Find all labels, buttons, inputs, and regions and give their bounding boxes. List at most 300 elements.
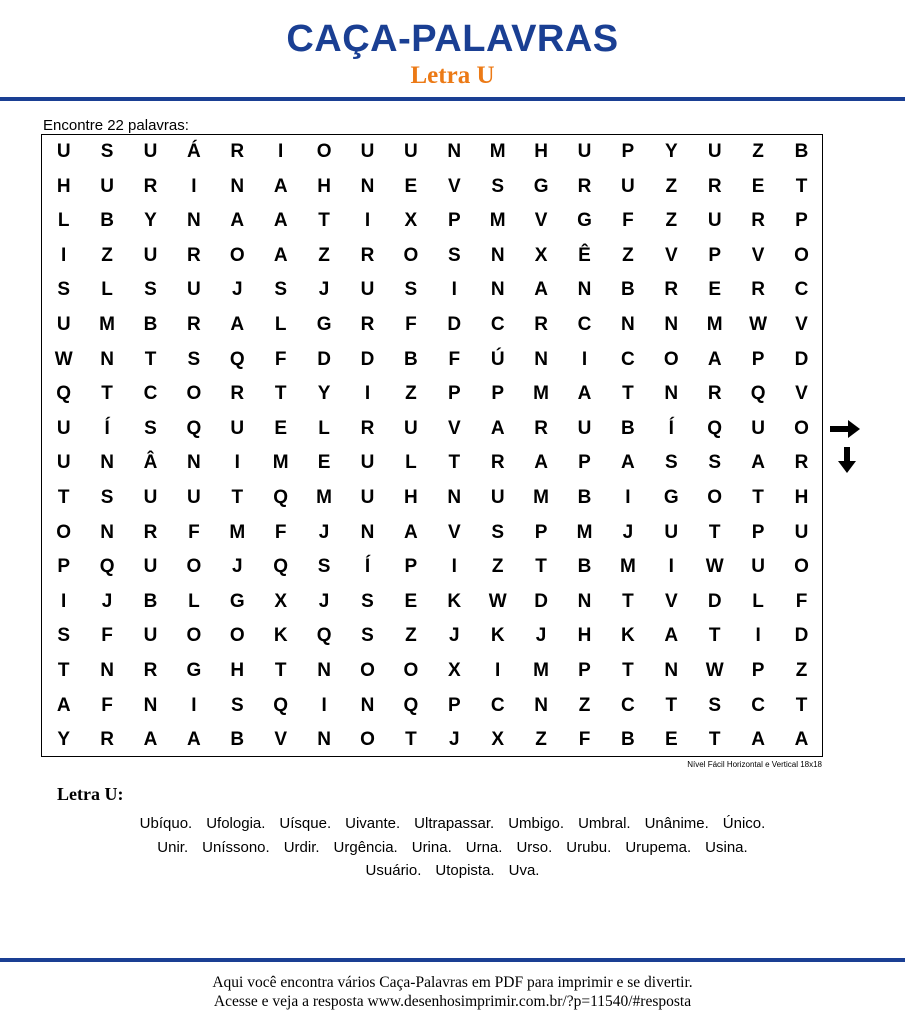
grid-cell: Q	[186, 417, 202, 439]
grid-cell: O	[186, 625, 202, 647]
grid-cell: P	[534, 521, 548, 543]
grid-cell: Z	[665, 210, 678, 232]
grid-cell: I	[668, 556, 674, 578]
grid-cell: W	[705, 660, 724, 681]
grid-cell: T	[231, 487, 244, 508]
word-list-item: Uníssono.	[202, 838, 270, 856]
grid-cell: X	[534, 244, 548, 266]
grid-cell: N	[317, 660, 331, 681]
instruction-text: Encontre 22 palavras:	[43, 117, 189, 134]
grid-cell: S	[144, 279, 157, 301]
grid-cell: N	[447, 141, 462, 162]
grid-cell: J	[232, 556, 243, 578]
grid-cell: F	[101, 694, 113, 716]
grid-cell: S	[57, 279, 71, 301]
grid-cell: G	[533, 175, 549, 197]
grid-cell: D	[317, 348, 331, 370]
grid-cell: T	[665, 694, 678, 716]
grid-cell: T	[752, 487, 764, 508]
grid-cell: O	[229, 625, 245, 647]
grid-cell: M	[619, 556, 636, 578]
grid-cell: T	[708, 625, 721, 647]
grid-cell: N	[490, 244, 505, 266]
grid-cell: F	[405, 314, 417, 335]
grid-cell: Q	[273, 487, 289, 508]
grid-cell: U	[187, 487, 201, 508]
grid-cell: O	[186, 383, 202, 405]
word-list-item: Umbigo.	[508, 815, 565, 832]
grid-row	[42, 308, 822, 343]
grid-cell: E	[404, 590, 418, 612]
word-list-item: Urgência.	[333, 838, 398, 856]
grid-cell: E	[274, 417, 288, 439]
grid-cell: R	[143, 175, 158, 197]
grid-cell: C	[143, 383, 158, 405]
grid-cell: D	[707, 590, 722, 612]
grid-cell: F	[101, 625, 113, 647]
word-list-item: Urso.	[516, 838, 553, 856]
grid-cell: A	[404, 521, 418, 543]
grid-cell: U	[360, 487, 375, 508]
grid-cell: Q	[707, 417, 723, 439]
grid-cell: S	[361, 590, 374, 612]
grid-cell: Z	[578, 694, 591, 716]
grid-cell: N	[187, 452, 201, 474]
grid-cell: S	[187, 348, 201, 370]
grid-cell: M	[489, 210, 506, 232]
grid-cell: A	[230, 314, 245, 335]
grid-cell: N	[534, 348, 548, 370]
grid-cell: Z	[405, 625, 417, 647]
word-list-title: Letra U:	[57, 784, 124, 804]
grid-cell: U	[143, 487, 158, 508]
word-list-item: Uva.	[508, 862, 540, 879]
grid-cell: Y	[664, 141, 678, 162]
word-list-line	[50, 836, 855, 860]
grid-cell: R	[794, 452, 809, 474]
grid-cell: V	[534, 210, 548, 232]
grid-cell: M	[533, 487, 549, 508]
grid-cell: U	[621, 175, 635, 197]
grid-cell: U	[230, 417, 245, 439]
grid-cell: X	[447, 660, 461, 681]
grid-cell: U	[664, 521, 679, 543]
grid-cell: I	[278, 141, 284, 162]
word-list	[50, 812, 855, 883]
grid-cell: E	[751, 175, 765, 197]
grid-cell: P	[447, 694, 461, 716]
grid-cell: T	[795, 175, 808, 197]
grid-cell: R	[751, 279, 765, 301]
grid-cell: D	[447, 314, 462, 335]
grid-cell: M	[533, 383, 549, 405]
word-list-item: Uísque.	[279, 815, 332, 832]
word-list-item: Urubu.	[566, 838, 612, 856]
grid-cell: R	[534, 314, 548, 335]
grid-cell: B	[577, 556, 592, 578]
grid-cell: U	[56, 452, 71, 474]
grid-cell: T	[57, 487, 70, 508]
grid-cell: F	[448, 348, 461, 370]
word-list-item: Ufologia.	[206, 815, 266, 832]
grid-cell: K	[621, 625, 635, 647]
grid-cell: O	[663, 348, 679, 370]
grid-cell: V	[447, 175, 461, 197]
grid-cell: O	[186, 556, 202, 578]
grid-cell: U	[404, 141, 418, 162]
grid-cell: P	[621, 141, 635, 162]
grid-row	[42, 412, 822, 447]
grid-cell: J	[622, 521, 634, 543]
grid-cell: R	[230, 383, 245, 405]
grid-cell: P	[751, 660, 765, 681]
grid-cell: U	[56, 314, 71, 335]
grid-cell: C	[621, 694, 635, 716]
grid-cell: N	[490, 279, 505, 301]
grid-cell: O	[707, 487, 723, 508]
grid-cell: C	[490, 694, 505, 716]
grid-cell: N	[317, 729, 331, 751]
grid-row	[42, 377, 822, 412]
grid-cell: T	[622, 590, 634, 612]
word-list-item: Utopista.	[435, 862, 495, 879]
grid-cell: Í	[104, 417, 110, 439]
grid-cell: P	[708, 244, 722, 266]
grid-row	[42, 689, 822, 724]
grid-cell: H	[577, 625, 592, 647]
grid-cell: D	[794, 625, 809, 647]
grid-cell: Â	[143, 452, 158, 474]
grid-cell: I	[191, 694, 197, 716]
grid-cell: Z	[101, 244, 113, 266]
grid-cell: R	[360, 314, 375, 335]
grid-cell: B	[577, 487, 592, 508]
grid-cell: U	[360, 279, 375, 301]
grid-cell: Q	[56, 383, 72, 405]
grid-cell: L	[188, 590, 200, 612]
grid-cell: O	[794, 417, 809, 439]
grid-cell: T	[405, 729, 417, 751]
grid-cell: T	[274, 660, 287, 681]
grid-cell: M	[706, 314, 723, 335]
grid-cell: Q	[316, 625, 332, 647]
grid-cell: Y	[144, 210, 157, 232]
grid-cell: O	[360, 729, 375, 751]
grid-cell: H	[56, 175, 71, 197]
bottom-divider	[0, 958, 905, 962]
grid-cell: Í	[668, 417, 674, 439]
grid-cell: Z	[752, 141, 764, 162]
grid-cell: U	[187, 279, 201, 301]
grid-cell: K	[490, 625, 505, 647]
grid-cell: X	[491, 729, 505, 751]
grid-cell: L	[274, 314, 287, 335]
arrow-right-icon	[829, 419, 861, 439]
grid-cell: R	[751, 210, 765, 232]
grid-cell: U	[751, 556, 765, 578]
grid-row	[42, 723, 822, 758]
word-list-item: Urina.	[411, 838, 452, 856]
footer-line-2: Acesse e veja a resposta www.desenhosimprimir.com.br/?p=11540/#resposta	[213, 993, 692, 1010]
grid-cell: J	[535, 625, 547, 647]
grid-cell: N	[100, 660, 114, 681]
grid-cell: N	[360, 521, 375, 543]
arrow-down-icon	[837, 446, 857, 474]
grid-cell: D	[360, 348, 375, 370]
grid-cell: R	[707, 175, 722, 197]
grid-cell: G	[663, 487, 679, 508]
grid-cell: J	[449, 625, 460, 647]
word-list-item: Unir.	[157, 838, 189, 856]
grid-cell: Ê	[578, 244, 591, 266]
grid-cell: R	[187, 314, 201, 335]
grid-cell: Z	[665, 175, 678, 197]
grid-cell: U	[490, 487, 505, 508]
grid-cell: X	[274, 590, 288, 612]
word-list-item: Unânime.	[644, 815, 709, 832]
grid-cell: Á	[187, 141, 201, 162]
grid-cell: U	[56, 417, 71, 439]
grid-cell: V	[795, 383, 808, 405]
grid-row	[42, 204, 822, 239]
grid-cell: V	[664, 590, 678, 612]
grid-cell: A	[577, 383, 592, 405]
grid-cell: B	[404, 348, 418, 370]
grid-cell: I	[61, 590, 67, 612]
word-list-item: Usina.	[705, 838, 748, 856]
grid-cell: O	[316, 141, 332, 162]
word-list-item: Ubíquo.	[139, 815, 193, 832]
grid-cell: E	[664, 729, 678, 751]
grid-cell: Z	[622, 244, 634, 266]
grid-cell: U	[577, 141, 592, 162]
grid-cell: P	[447, 210, 461, 232]
grid-cell: T	[448, 452, 461, 474]
grid-row	[42, 446, 822, 481]
grid-row	[42, 481, 822, 516]
grid-cell: A	[707, 348, 722, 370]
grid-cell: S	[100, 141, 114, 162]
grid-cell: U	[56, 141, 71, 162]
grid-cell: Z	[318, 244, 330, 266]
word-list-item: Usuário.	[365, 862, 422, 879]
grid-cell: L	[318, 417, 330, 439]
grid-cell: B	[621, 417, 635, 439]
grid-cell: I	[364, 210, 371, 232]
grid-cell: V	[795, 314, 808, 335]
grid-cell: N	[230, 175, 245, 197]
grid-cell: O	[403, 660, 419, 681]
grid-cell: O	[794, 556, 809, 578]
grid-cell: Q	[273, 694, 289, 716]
grid-cell: Í	[364, 556, 371, 578]
grid-cell: S	[144, 417, 157, 439]
grid-cell: T	[535, 556, 547, 578]
grid-cell: G	[186, 660, 202, 681]
grid-cell: O	[56, 521, 72, 543]
grid-cell: A	[751, 452, 765, 474]
grid-cell: T	[101, 383, 113, 405]
grid-cell: X	[404, 210, 418, 232]
grid-cell: I	[581, 348, 588, 370]
grid-cell: U	[143, 244, 158, 266]
grid-cell: H	[404, 487, 418, 508]
grid-cell: S	[57, 625, 71, 647]
grid-cell: H	[230, 660, 245, 681]
grid-cell: T	[708, 521, 721, 543]
grid-cell: Z	[491, 556, 504, 578]
grid-cell: A	[273, 210, 288, 232]
grid-cell: B	[143, 590, 158, 612]
grid-cell: R	[707, 383, 722, 405]
grid-cell: R	[534, 417, 548, 439]
grid-cell: V	[274, 729, 288, 751]
grid-cell: V	[447, 417, 461, 439]
grid-cell: S	[708, 452, 722, 474]
grid-cell: P	[57, 556, 71, 578]
grid-cell: K	[273, 625, 288, 647]
grid-row	[42, 619, 822, 654]
grid-cell: J	[101, 590, 113, 612]
grid-cell: P	[578, 660, 591, 681]
grid-cell: C	[621, 348, 635, 370]
footer-line-1: Aqui você encontra vários Caça-Palavras em PDF para imprimir e se divertir.	[212, 974, 693, 991]
grid-cell: I	[755, 625, 761, 647]
grid-cell: A	[230, 210, 245, 232]
grid-cell: U	[751, 417, 765, 439]
grid-row	[42, 550, 822, 585]
grid-cell: R	[490, 452, 505, 474]
grid-cell: F	[795, 590, 808, 612]
grid-cell: R	[230, 141, 245, 162]
grid-cell: T	[622, 383, 634, 405]
grid-cell: O	[229, 244, 245, 266]
grid-cell: M	[272, 452, 289, 474]
grid-cell: S	[274, 279, 288, 301]
grid-cell: N	[100, 348, 114, 370]
grid-cell: A	[273, 175, 288, 197]
grid-cell: Q	[99, 556, 115, 578]
grid-cell: N	[100, 521, 114, 543]
grid-cell: H	[317, 175, 331, 197]
grid-cell: E	[317, 452, 331, 474]
word-list-line	[50, 812, 855, 836]
grid-cell: S	[447, 244, 461, 266]
grid-cell: F	[274, 521, 287, 543]
grid-cell: E	[404, 175, 418, 197]
grid-cell: N	[577, 279, 592, 301]
grid-cell: J	[449, 729, 460, 751]
grid-cell: W	[54, 348, 73, 370]
grid-cell: P	[404, 556, 418, 578]
grid-cell: N	[664, 383, 679, 405]
grid-cell: P	[795, 210, 808, 232]
grid-cell: T	[318, 210, 330, 232]
grid-cell: A	[56, 694, 71, 716]
grid-cell: Q	[229, 348, 245, 370]
grid-row	[42, 516, 822, 551]
grid-cell: B	[143, 314, 158, 335]
word-list-item: Urdir.	[283, 838, 320, 856]
grid-cell: U	[707, 141, 722, 162]
word-list-item: Urupema.	[625, 838, 692, 856]
grid-cell: I	[234, 452, 240, 474]
grid-cell: N	[664, 660, 679, 681]
grid-cell: Ú	[490, 348, 505, 370]
grid-cell: S	[491, 521, 505, 543]
grid-cell: C	[577, 314, 592, 335]
grid-cell: Z	[795, 660, 808, 681]
grid-cell: R	[360, 244, 375, 266]
grid-cell: A	[534, 279, 548, 301]
grid-cell: P	[751, 521, 765, 543]
grid-cell: J	[232, 279, 243, 301]
grid-cell: Y	[317, 383, 331, 405]
grid-cell: V	[664, 244, 678, 266]
grid-cell: U	[707, 210, 722, 232]
grid-cell: Z	[535, 729, 547, 751]
grid-cell: T	[708, 729, 721, 751]
grid-cell: C	[794, 279, 809, 301]
grid-cell: B	[100, 210, 114, 232]
grid-cell: Q	[273, 556, 289, 578]
grid-cell: H	[534, 141, 548, 162]
grid-cell: R	[360, 417, 375, 439]
grid-cell: I	[451, 556, 457, 578]
grid-cell: S	[491, 175, 505, 197]
grid-cell: G	[577, 210, 592, 232]
grid-cell: U	[794, 521, 809, 543]
grid-cell: S	[317, 556, 331, 578]
grid-row	[42, 585, 822, 620]
grid-cell: A	[143, 729, 158, 751]
grid-cell: P	[491, 383, 505, 405]
grid-cell: L	[101, 279, 113, 301]
grid-cell: F	[274, 348, 287, 370]
grid-cell: L	[752, 590, 764, 612]
grid-cell: P	[447, 383, 461, 405]
grid-cell: G	[229, 590, 245, 612]
grid-cell: P	[578, 452, 591, 474]
grid-cell: F	[188, 521, 200, 543]
grid-cell: W	[749, 314, 768, 335]
grid-cell: W	[488, 590, 507, 612]
grid-cell: R	[577, 175, 592, 197]
grid-cell: L	[405, 452, 417, 474]
grid-row	[42, 135, 822, 170]
grid-cell: U	[404, 417, 418, 439]
grid-cell: N	[577, 590, 592, 612]
grid-cell: N	[143, 694, 158, 716]
grid-cell: M	[229, 521, 246, 543]
grid-cell: N	[360, 175, 375, 197]
grid-cell: J	[318, 279, 330, 301]
grid-cell: C	[490, 314, 505, 335]
grid-cell: T	[274, 383, 287, 405]
grid-cell: N	[360, 694, 375, 716]
grid-cell: A	[490, 417, 505, 439]
grid-cell: S	[100, 487, 114, 508]
grid-cell: R	[100, 729, 114, 751]
grid-cell: A	[794, 729, 809, 751]
grid-cell: I	[61, 244, 67, 266]
grid-cell: U	[143, 141, 158, 162]
grid-cell: S	[664, 452, 678, 474]
page-title: CAÇA-PALAVRAS	[286, 18, 619, 60]
grid-cell: E	[708, 279, 722, 301]
grid-row	[42, 343, 822, 378]
grid-cell: M	[316, 487, 332, 508]
